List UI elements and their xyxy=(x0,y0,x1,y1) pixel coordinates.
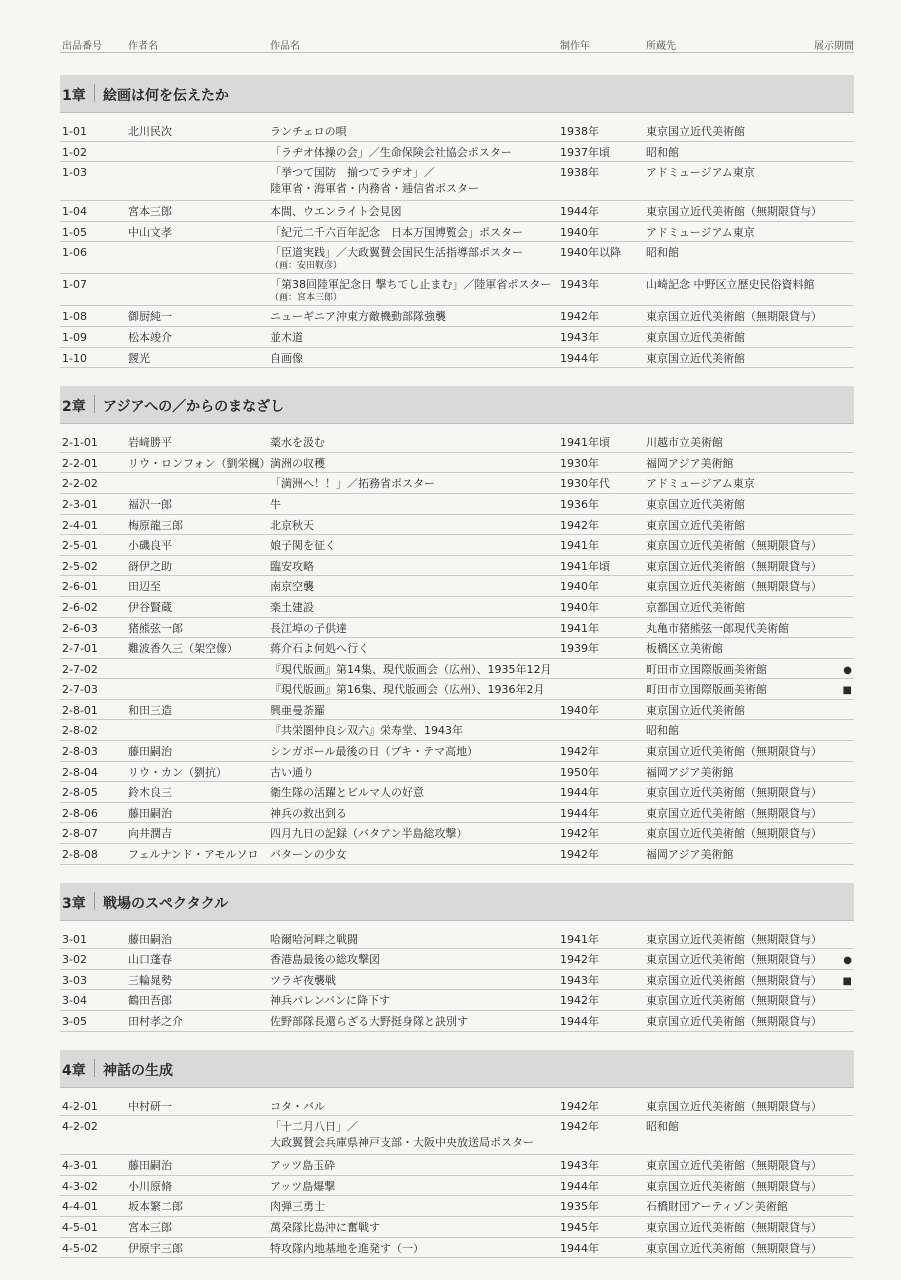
table-row xyxy=(60,535,854,556)
table-row xyxy=(60,782,854,803)
cell-no: 2-7-03 xyxy=(62,683,98,697)
cell-no: 1-06 xyxy=(62,246,87,260)
table-row xyxy=(60,121,854,142)
cell-artist: 藤田嗣治 xyxy=(128,745,172,759)
cell-owner: 東京国立近代美術館 xyxy=(646,351,745,365)
table-row xyxy=(60,929,854,950)
cell-title: アッツ島玉砕 xyxy=(270,1159,336,1173)
cell-owner: 板橋区立美術館 xyxy=(646,642,723,656)
cell-year: 1944年 xyxy=(560,786,599,800)
cell-title: 特攻隊内地基地を進発す（一） xyxy=(270,1241,424,1255)
header-title: 作品名 xyxy=(270,41,300,52)
cell-owner: 東京国立近代美術館（無期限貸与） xyxy=(646,580,822,594)
table-row xyxy=(60,453,854,474)
cell-year: 1945年 xyxy=(560,1220,599,1234)
cell-no: 1-03 xyxy=(62,166,87,180)
cell-no: 1-08 xyxy=(62,310,87,324)
cell-title: 牛 xyxy=(270,497,281,511)
cell-no: 4-3-01 xyxy=(62,1159,98,1173)
cell-title: 並木道 xyxy=(270,330,303,344)
cell-owner: 東京国立近代美術館（無期限貸与） xyxy=(646,1015,822,1028)
cell-no: 2-1-01 xyxy=(62,436,98,450)
cell-year: 1940年 xyxy=(560,703,599,717)
cell-year: 1942年 xyxy=(560,1120,599,1134)
cell-artist: 小川原脩 xyxy=(128,1179,172,1193)
chapter-title: 神話の生成 xyxy=(103,1062,173,1079)
table-row xyxy=(60,162,854,201)
header-no: 出品番号 xyxy=(62,41,102,52)
cell-no: 1-05 xyxy=(62,225,87,239)
cell-artist: 宮本三郎 xyxy=(128,1220,172,1234)
cell-no: 1-01 xyxy=(62,125,87,138)
chapter-heading xyxy=(60,386,854,424)
cell-owner: 東京国立近代美術館 xyxy=(646,125,745,138)
cell-no: 2-8-03 xyxy=(62,745,98,759)
table-row xyxy=(60,222,854,243)
cell-title: 「紀元二千六百年記念 日本万国博覧会」ポスター xyxy=(270,225,523,239)
table-row xyxy=(60,201,854,222)
cell-year: 1940年 xyxy=(560,600,599,614)
cell-artist: 中山文孝 xyxy=(128,225,172,239)
table-row xyxy=(60,473,854,494)
chapter-label: 1章 xyxy=(62,88,86,104)
cell-title: 「満洲へ！！」／拓務省ポスター xyxy=(270,477,435,491)
table-row xyxy=(60,274,854,306)
cell-no: 3-02 xyxy=(62,953,87,967)
table-row xyxy=(60,1196,854,1217)
chapter-title: 戦場のスペクタクル xyxy=(103,895,229,912)
cell-year: 1941年頃 xyxy=(560,559,610,573)
cell-no: 2-6-01 xyxy=(62,580,98,594)
chapter-title: 絵画は何を伝えたか xyxy=(103,88,229,104)
cell-year: 1942年 xyxy=(560,994,599,1008)
chapter-gap xyxy=(60,921,854,929)
table-row xyxy=(60,348,854,369)
cell-year: 1944年 xyxy=(560,806,599,820)
chapter-gap xyxy=(60,1088,854,1096)
cell-no: 2-6-03 xyxy=(62,621,98,635)
cell-year: 1943年 xyxy=(560,973,599,987)
table-row xyxy=(60,494,854,515)
chapter-label: 3章 xyxy=(62,895,86,912)
table-row xyxy=(60,1116,854,1155)
cell-year: 1938年 xyxy=(560,125,599,138)
cell-year: 1936年 xyxy=(560,497,599,511)
cell-no: 2-8-01 xyxy=(62,703,98,717)
cell-title: 神兵パレンバンに降下す xyxy=(270,994,390,1008)
cell-artist: 松本竣介 xyxy=(128,330,172,344)
cell-title: シンガポール最後の日（ブキ・テマ高地） xyxy=(270,745,479,759)
cell-title: 佐野部隊長還らざる大野挺身隊と訣別す xyxy=(270,1015,468,1028)
cell-year: 1942年 xyxy=(560,953,599,967)
cell-no: 2-5-01 xyxy=(62,539,98,553)
cell-no: 2-7-02 xyxy=(62,662,98,676)
cell-title: 「臣道実践」／大政翼賛会国民生活指導部ポスター xyxy=(270,246,523,260)
exhibit-list xyxy=(60,0,854,1258)
table-row xyxy=(60,242,854,274)
chapter-heading xyxy=(60,1050,854,1088)
cell-artist: 伊谷賢蔵 xyxy=(128,600,172,614)
cell-artist: 靉光 xyxy=(128,351,150,365)
cell-title: 香港島最後の総攻撃図 xyxy=(270,953,380,967)
cell-owner: アドミュージアム東京 xyxy=(646,225,755,239)
cell-artist: 藤田嗣治 xyxy=(128,806,172,820)
cell-year: 1944年 xyxy=(560,351,599,365)
table-row xyxy=(60,1011,854,1032)
table-row xyxy=(60,142,854,163)
cell-no: 3-03 xyxy=(62,973,87,987)
cell-owner: 昭和館 xyxy=(646,724,679,738)
cell-year: 1943年 xyxy=(560,1159,599,1173)
table-row xyxy=(60,659,854,680)
chapter-separator xyxy=(94,1059,95,1077)
cell-no: 1-02 xyxy=(62,145,87,159)
cell-owner: 京都国立近代美術館 xyxy=(646,600,745,614)
cell-artist: 宮本三郎 xyxy=(128,205,172,219)
table-header xyxy=(60,0,854,53)
cell-no: 4-3-02 xyxy=(62,1179,98,1193)
table-row xyxy=(60,1238,854,1259)
table-row xyxy=(60,700,854,721)
cell-title: バターンの少女 xyxy=(270,848,347,862)
cell-title-line2: （画：安田靫彦） xyxy=(270,261,343,272)
cell-title: 「十二月八日」／ xyxy=(270,1120,358,1134)
cell-title: 興亜曼荼羅 xyxy=(270,703,325,717)
cell-title: ニューギニア沖東方敵機動部隊強襲 xyxy=(270,310,446,324)
cell-no: 2-8-04 xyxy=(62,765,98,779)
cell-owner: 石橋財団アーティゾン美術館 xyxy=(646,1200,788,1214)
cell-title: 薬水を汲む xyxy=(270,436,325,450)
cell-artist: 鈴木良三 xyxy=(128,786,172,800)
cell-artist: 御厨純一 xyxy=(128,310,172,324)
cell-artist: フェルナンド・アモルソロ xyxy=(128,848,259,862)
cell-artist: 福沢一郎 xyxy=(128,497,172,511)
cell-title: 『現代版画』第14集、現代版画会（広州）、1935年12月 xyxy=(270,662,552,676)
chapter-gap xyxy=(60,424,854,432)
cell-owner: 福岡アジア美術館 xyxy=(646,765,734,779)
cell-owner: 丸亀市猪熊弦一郎現代美術館 xyxy=(646,621,789,635)
table-row xyxy=(60,970,854,991)
table-row xyxy=(60,638,854,659)
table-row xyxy=(60,1155,854,1176)
cell-no: 2-5-02 xyxy=(62,559,98,573)
cell-artist: リウ・カン（劉抗） xyxy=(128,765,227,779)
cell-owner: 東京国立近代美術館 xyxy=(646,518,745,532)
cell-title: 本間、ウエンライト会見図 xyxy=(270,205,402,219)
table-row xyxy=(60,597,854,618)
cell-artist: 坂本繁二郎 xyxy=(128,1200,183,1214)
cell-artist: 谺伊之助 xyxy=(128,559,172,573)
cell-title: ランチェロの唄 xyxy=(270,125,347,138)
cell-artist: 難波香久三（架空像） xyxy=(128,642,238,656)
table-row xyxy=(60,679,854,700)
table-row xyxy=(60,803,854,824)
cell-year: 1930年代 xyxy=(560,477,610,491)
cell-no: 2-6-02 xyxy=(62,600,98,614)
cell-title: 「第38回陸軍記念日 撃ちてし止まむ」／陸軍省ポスター xyxy=(270,278,552,292)
cell-title: 蒋介石よ何処へ行く xyxy=(270,642,369,656)
cell-no: 2-8-05 xyxy=(62,786,98,800)
cell-owner: 東京国立近代美術館（無期限貸与） xyxy=(646,973,822,987)
cell-no: 4-4-01 xyxy=(62,1200,98,1214)
cell-year: 1942年 xyxy=(560,1099,599,1113)
cell-owner: 東京国立近代美術館 xyxy=(646,497,745,511)
chapter-label: 4章 xyxy=(62,1062,86,1079)
cell-no: 4-5-01 xyxy=(62,1220,98,1234)
cell-title: ツラギ夜襲戦 xyxy=(270,973,336,987)
cell-no: 2-8-02 xyxy=(62,724,98,738)
cell-no: 4-5-02 xyxy=(62,1241,98,1255)
cell-year: 1950年 xyxy=(560,765,599,779)
cell-owner: 東京国立近代美術館（無期限貸与） xyxy=(646,310,822,324)
table-row xyxy=(60,1217,854,1238)
cell-title: 長江埠の子供達 xyxy=(270,621,347,635)
circle-marker-icon: ● xyxy=(843,664,852,676)
cell-title: 満洲の収穫 xyxy=(270,456,325,470)
cell-no: 2-8-06 xyxy=(62,806,98,820)
cell-no: 1-09 xyxy=(62,330,87,344)
cell-year: 1942年 xyxy=(560,310,599,324)
cell-year: 1940年 xyxy=(560,580,599,594)
chapter-separator xyxy=(94,892,95,910)
cell-year: 1942年 xyxy=(560,848,599,862)
cell-owner: 町田市立国際版画美術館 xyxy=(646,662,767,676)
cell-owner: 東京国立近代美術館（無期限貸与） xyxy=(646,539,822,553)
cell-title: 四月九日の記録（バタアン半島総攻撃） xyxy=(270,827,468,841)
cell-owner: 東京国立近代美術館（無期限貸与） xyxy=(646,1099,822,1113)
cell-owner: 東京国立近代美術館（無期限貸与） xyxy=(646,932,822,946)
cell-artist: 田辺至 xyxy=(128,580,161,594)
cell-artist: 岩﨑勝平 xyxy=(128,436,172,450)
cell-title: 衛生隊の活躍とビルマ人の好意 xyxy=(270,786,424,800)
cell-year: 1941年 xyxy=(560,621,599,635)
cell-owner: 昭和館 xyxy=(646,1120,679,1134)
square-marker-icon: ■ xyxy=(842,975,852,987)
cell-owner: 東京国立近代美術館（無期限貸与） xyxy=(646,205,822,219)
table-row xyxy=(60,844,854,865)
cell-title: 楽土建設 xyxy=(270,600,314,614)
cell-title-line2: （画：宮本三郎） xyxy=(270,293,343,304)
cell-year: 1942年 xyxy=(560,518,599,532)
chapter-title: アジアへの／からのまなざし xyxy=(103,399,285,416)
cell-artist: 田村孝之介 xyxy=(128,1015,183,1028)
cell-owner: 福岡アジア美術館 xyxy=(646,456,734,470)
cell-owner: 東京国立近代美術館（無期限貸与） xyxy=(646,1241,822,1255)
cell-title: 自画像 xyxy=(270,351,303,365)
cell-title: 「ラヂオ体操の会」／生命保険会社協会ポスター xyxy=(270,145,512,159)
cell-title: 『現代版画』第16集、現代版画会（広州）、1936年2月 xyxy=(270,683,545,697)
cell-no: 2-3-01 xyxy=(62,497,98,511)
cell-year: 1935年 xyxy=(560,1200,599,1214)
cell-year: 1941年 xyxy=(560,932,599,946)
cell-owner: 東京国立近代美術館（無期限貸与） xyxy=(646,559,822,573)
cell-title: 古い通り xyxy=(270,765,314,779)
cell-no: 2-8-08 xyxy=(62,848,98,862)
cell-artist: 藤田嗣治 xyxy=(128,932,172,946)
cell-artist: 猪熊弦一郎 xyxy=(128,621,183,635)
cell-owner: 東京国立近代美術館（無期限貸与） xyxy=(646,786,822,800)
cell-owner: 東京国立近代美術館（無期限貸与） xyxy=(646,827,822,841)
cell-owner: 東京国立近代美術館（無期限貸与） xyxy=(646,1159,822,1173)
cell-owner: アドミュージアム東京 xyxy=(646,166,755,180)
cell-no: 2-8-07 xyxy=(62,827,98,841)
cell-no: 2-2-02 xyxy=(62,477,98,491)
cell-no: 2-2-01 xyxy=(62,456,98,470)
cell-no: 2-4-01 xyxy=(62,518,98,532)
cell-title: 『共栄圏仲良シ双六』栄寿堂、1943年 xyxy=(270,724,463,738)
chapters xyxy=(60,75,854,1258)
table-row xyxy=(60,823,854,844)
cell-no: 4-2-02 xyxy=(62,1120,98,1134)
cell-title: 娘子関を征く xyxy=(270,539,336,553)
cell-owner: 東京国立近代美術館（無期限貸与） xyxy=(646,1179,822,1193)
cell-no: 4-2-01 xyxy=(62,1099,98,1113)
table-row xyxy=(60,576,854,597)
cell-year: 1938年 xyxy=(560,166,599,180)
cell-owner: 東京国立近代美術館（無期限貸与） xyxy=(646,745,822,759)
cell-year: 1939年 xyxy=(560,642,599,656)
cell-year: 1943年 xyxy=(560,330,599,344)
cell-owner: 東京国立近代美術館（無期限貸与） xyxy=(646,994,822,1008)
table-row xyxy=(60,720,854,741)
cell-owner: 東京国立近代美術館 xyxy=(646,703,745,717)
cell-no: 1-04 xyxy=(62,205,87,219)
cell-year: 1941年頃 xyxy=(560,436,610,450)
cell-year: 1930年 xyxy=(560,456,599,470)
chapter-heading xyxy=(60,75,854,113)
table-row xyxy=(60,327,854,348)
cell-year: 1942年 xyxy=(560,745,599,759)
cell-title: 哈爾哈河畔之戦闘 xyxy=(270,932,358,946)
header-owner: 所蔵先 xyxy=(646,41,676,52)
table-row xyxy=(60,949,854,970)
cell-year: 1940年 xyxy=(560,225,599,239)
cell-year: 1944年 xyxy=(560,1241,599,1255)
table-row xyxy=(60,990,854,1011)
cell-artist: 向井潤吉 xyxy=(128,827,172,841)
table-row xyxy=(60,432,854,453)
cell-title: 北京秋天 xyxy=(270,518,314,532)
table-row xyxy=(60,1096,854,1117)
cell-no: 3-01 xyxy=(62,932,87,946)
table-row xyxy=(60,618,854,639)
cell-artist: 和田三造 xyxy=(128,703,172,717)
cell-year: 1944年 xyxy=(560,1179,599,1193)
cell-owner: 福岡アジア美術館 xyxy=(646,848,734,862)
cell-title-line2: 陸軍省・海軍省・内務省・逓信省ポスター xyxy=(270,182,479,196)
chapter-heading xyxy=(60,883,854,921)
cell-no: 3-05 xyxy=(62,1015,87,1028)
chapter-separator xyxy=(94,84,95,102)
cell-owner: 昭和館 xyxy=(646,145,679,159)
cell-owner: 山崎記念 中野区立歴史民俗資料館 xyxy=(646,278,815,292)
circle-marker-icon: ● xyxy=(843,955,852,967)
cell-artist: 梅原龍三郎 xyxy=(128,518,183,532)
table-row xyxy=(60,741,854,762)
cell-artist: 伊原宇三郎 xyxy=(128,1241,183,1255)
cell-title: コタ・バル xyxy=(270,1099,325,1113)
cell-title: アッツ島爆撃 xyxy=(270,1179,336,1193)
cell-owner: 町田市立国際版画美術館 xyxy=(646,683,767,697)
chapter-separator xyxy=(94,395,95,413)
cell-artist: 山口蓬春 xyxy=(128,953,172,967)
cell-title: 南京空襲 xyxy=(270,580,314,594)
cell-owner: 昭和館 xyxy=(646,246,679,260)
cell-title: 臨安攻略 xyxy=(270,559,314,573)
cell-owner: アドミュージアム東京 xyxy=(646,477,755,491)
cell-no: 1-10 xyxy=(62,351,87,365)
cell-year: 1941年 xyxy=(560,539,599,553)
table-row xyxy=(60,515,854,536)
cell-year: 1942年 xyxy=(560,827,599,841)
header-year: 制作年 xyxy=(560,41,590,52)
header-artist: 作者名 xyxy=(128,41,158,52)
cell-artist: 三輪晁勢 xyxy=(128,973,172,987)
cell-owner: 東京国立近代美術館（無期限貸与） xyxy=(646,806,822,820)
chapter-gap xyxy=(60,113,854,121)
table-row xyxy=(60,1176,854,1197)
cell-no: 2-7-01 xyxy=(62,642,98,656)
cell-owner: 川越市立美術館 xyxy=(646,436,723,450)
cell-year: 1937年頃 xyxy=(560,145,610,159)
cell-owner: 東京国立近代美術館（無期限貸与） xyxy=(646,953,822,967)
cell-artist: 藤田嗣治 xyxy=(128,1159,172,1173)
cell-artist: 北川民次 xyxy=(128,125,172,138)
cell-year: 1944年 xyxy=(560,205,599,219)
cell-owner: 東京国立近代美術館（無期限貸与） xyxy=(646,1220,822,1234)
cell-artist: 中村研一 xyxy=(128,1099,172,1113)
table-row xyxy=(60,306,854,327)
cell-no: 3-04 xyxy=(62,994,87,1008)
cell-year: 1940年以降 xyxy=(560,246,621,260)
cell-year: 1943年 xyxy=(560,278,599,292)
cell-artist: 鶴田吾郎 xyxy=(128,994,172,1008)
header-period: 展示期間 xyxy=(814,41,854,52)
chapter-label: 2章 xyxy=(62,399,86,416)
cell-year: 1944年 xyxy=(560,1015,599,1028)
table-row xyxy=(60,762,854,783)
cell-title: 萬朶隊比島沖に奮戦す xyxy=(270,1220,380,1234)
cell-title-line2: 大政翼賛会兵庫県神戸支部・大阪中央放送局ポスター xyxy=(270,1136,534,1150)
square-marker-icon: ■ xyxy=(842,685,852,697)
table-row xyxy=(60,556,854,577)
cell-title: 「挙つて国防 揃つてラヂオ」／ xyxy=(270,166,435,180)
cell-artist: 小磯良平 xyxy=(128,539,172,553)
cell-no: 1-07 xyxy=(62,278,87,292)
cell-artist: リウ・ロンフォン（劉栄楓） xyxy=(128,456,271,470)
cell-owner: 東京国立近代美術館 xyxy=(646,330,745,344)
cell-title: 肉弾三勇士 xyxy=(270,1200,325,1214)
cell-title: 神兵の救出到る xyxy=(270,806,347,820)
